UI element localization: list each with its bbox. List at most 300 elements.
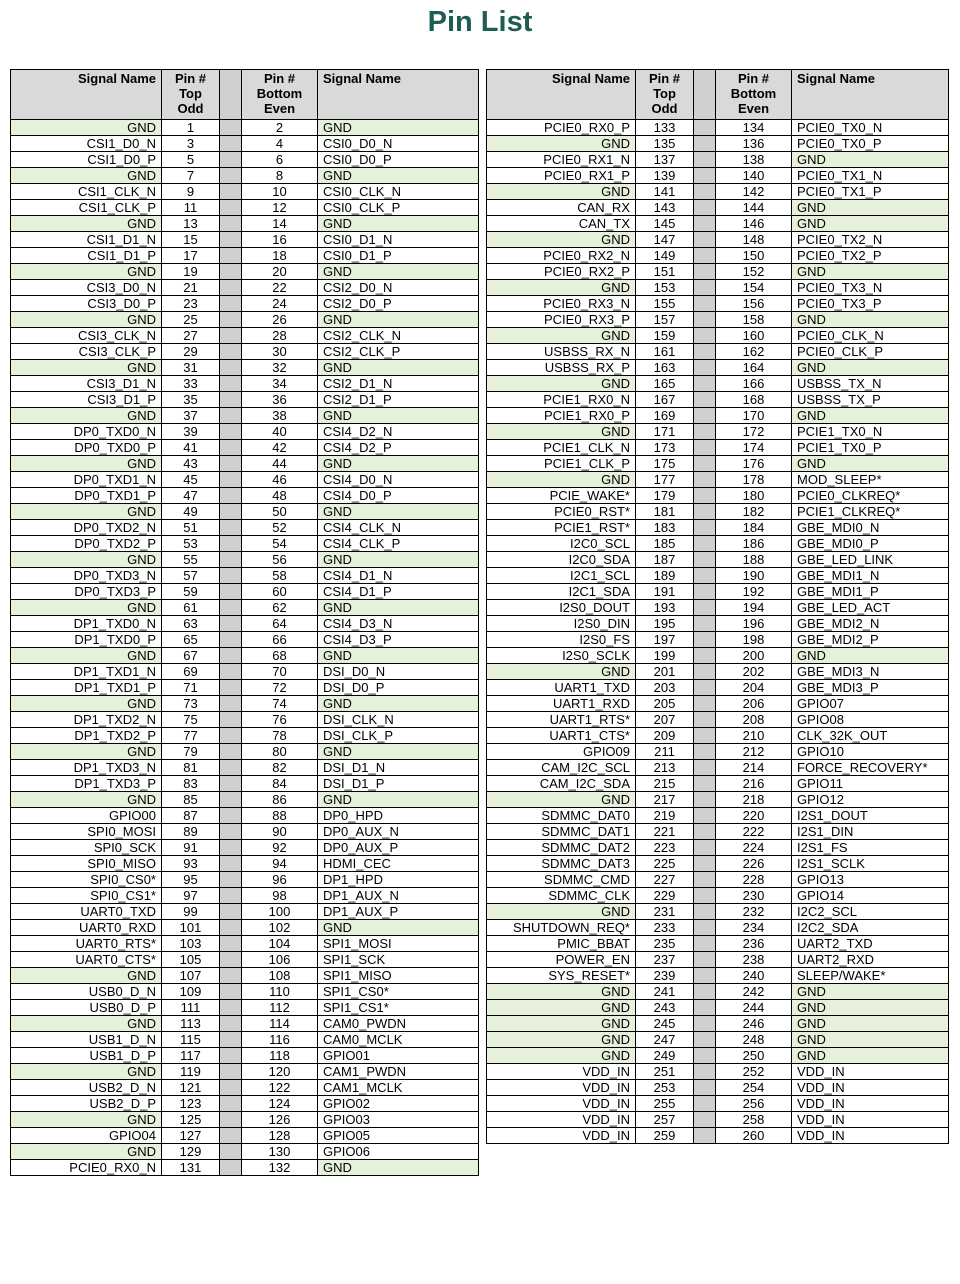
pin-number-bottom: 82: [242, 760, 318, 776]
signal-name-top: CSI3_CLK_N: [11, 328, 162, 344]
signal-name-bottom: DP0_AUX_N: [318, 824, 479, 840]
signal-name-top: USB2_D_P: [11, 1096, 162, 1112]
gap-cell: [220, 936, 242, 952]
pin-number-bottom: 116: [242, 1032, 318, 1048]
header-gap: [220, 70, 242, 120]
signal-name-bottom: GND: [318, 744, 479, 760]
pin-number-top: 21: [162, 280, 220, 296]
pin-number-bottom: 226: [716, 856, 792, 872]
signal-name-bottom: DSI_D1_P: [318, 776, 479, 792]
table-row: [487, 296, 949, 312]
signal-name-bottom: GND: [318, 696, 479, 712]
pin-number-top: 155: [636, 296, 694, 312]
pin-number-bottom: 170: [716, 408, 792, 424]
signal-name-bottom: CAM0_PWDN: [318, 1016, 479, 1032]
pin-number-bottom: 58: [242, 568, 318, 584]
table-row: [487, 776, 949, 792]
signal-name-top: GND: [487, 424, 636, 440]
signal-name-bottom: CSI2_D0_P: [318, 296, 479, 312]
gap-cell: [694, 648, 716, 664]
pin-number-top: 129: [162, 1144, 220, 1160]
pin-number-bottom: 50: [242, 504, 318, 520]
signal-name-bottom: UART2_TXD: [792, 936, 949, 952]
gap-cell: [220, 920, 242, 936]
pin-number-top: 181: [636, 504, 694, 520]
table-row: [487, 392, 949, 408]
table-row: [487, 424, 949, 440]
signal-name-top: GND: [487, 280, 636, 296]
pin-number-bottom: 134: [716, 120, 792, 136]
pin-number-bottom: 12: [242, 200, 318, 216]
header-pin-top: [636, 70, 694, 120]
signal-name-bottom: PCIE0_CLKREQ*: [792, 488, 949, 504]
signal-name-top: GND: [11, 168, 162, 184]
table-row: [11, 584, 479, 600]
signal-name-bottom: GND: [792, 456, 949, 472]
signal-name-bottom: VDD_IN: [792, 1112, 949, 1128]
gap-cell: [220, 568, 242, 584]
table-row: [487, 520, 949, 536]
gap-cell: [220, 296, 242, 312]
pin-number-bottom: 128: [242, 1128, 318, 1144]
gap-cell: [694, 520, 716, 536]
pin-number-bottom: 204: [716, 680, 792, 696]
pin-number-top: 43: [162, 456, 220, 472]
table-row: [11, 376, 479, 392]
pin-table-body: [487, 120, 949, 1144]
table-row: [11, 1032, 479, 1048]
pin-number-top: 119: [162, 1064, 220, 1080]
signal-name-bottom: I2S1_FS: [792, 840, 949, 856]
signal-name-bottom: CSI2_D1_N: [318, 376, 479, 392]
header-pin-top-line1: Pin #: [174, 71, 207, 86]
pin-number-bottom: 76: [242, 712, 318, 728]
signal-name-top: UART1_RXD: [487, 696, 636, 712]
pin-number-bottom: 140: [716, 168, 792, 184]
gap-cell: [694, 840, 716, 856]
gap-cell: [694, 1096, 716, 1112]
table-row: [487, 1048, 949, 1064]
table-row: [11, 872, 479, 888]
pin-number-top: 63: [162, 616, 220, 632]
signal-name-top: VDD_IN: [487, 1080, 636, 1096]
gap-cell: [220, 1016, 242, 1032]
signal-name-top: CAM_I2C_SDA: [487, 776, 636, 792]
pin-number-bottom: 102: [242, 920, 318, 936]
pin-number-bottom: 86: [242, 792, 318, 808]
pin-number-bottom: 238: [716, 952, 792, 968]
pin-number-top: 113: [162, 1016, 220, 1032]
pin-number-top: 139: [636, 168, 694, 184]
signal-name-bottom: PCIE0_TX3_N: [792, 280, 949, 296]
signal-name-top: GND: [487, 904, 636, 920]
pin-number-top: 117: [162, 1048, 220, 1064]
signal-name-bottom: DP1_AUX_P: [318, 904, 479, 920]
pin-number-top: 17: [162, 248, 220, 264]
pin-number-bottom: 108: [242, 968, 318, 984]
signal-name-bottom: CSI0_D1_P: [318, 248, 479, 264]
signal-name-bottom: FORCE_RECOVERY*: [792, 760, 949, 776]
gap-cell: [694, 504, 716, 520]
signal-name-bottom: CAM0_MCLK: [318, 1032, 479, 1048]
pin-number-top: 167: [636, 392, 694, 408]
table-row: [11, 280, 479, 296]
pin-number-top: 13: [162, 216, 220, 232]
pin-number-bottom: 220: [716, 808, 792, 824]
pin-number-top: 33: [162, 376, 220, 392]
pin-number-bottom: 106: [242, 952, 318, 968]
gap-cell: [694, 200, 716, 216]
gap-cell: [694, 888, 716, 904]
signal-name-bottom: GND: [318, 504, 479, 520]
table-row: [487, 1128, 949, 1144]
pin-number-top: 209: [636, 728, 694, 744]
pin-number-bottom: 142: [716, 184, 792, 200]
pin-number-bottom: 66: [242, 632, 318, 648]
gap-cell: [220, 488, 242, 504]
gap-cell: [694, 248, 716, 264]
pin-number-top: 253: [636, 1080, 694, 1096]
pin-number-top: 111: [162, 1000, 220, 1016]
signal-name-bottom: GPIO13: [792, 872, 949, 888]
pin-number-top: 243: [636, 1000, 694, 1016]
signal-name-top: GND: [487, 184, 636, 200]
gap-cell: [694, 680, 716, 696]
pin-number-top: 125: [162, 1112, 220, 1128]
table-row: [487, 536, 949, 552]
pin-number-top: 15: [162, 232, 220, 248]
table-row: [487, 696, 949, 712]
pin-number-top: 163: [636, 360, 694, 376]
pin-number-bottom: 230: [716, 888, 792, 904]
signal-name-bottom: GND: [318, 552, 479, 568]
signal-name-top: DP0_TXD1_N: [11, 472, 162, 488]
pin-number-bottom: 96: [242, 872, 318, 888]
signal-name-top: GND: [11, 744, 162, 760]
signal-name-bottom: CSI2_CLK_P: [318, 344, 479, 360]
gap-cell: [694, 168, 716, 184]
signal-name-bottom: GBE_MDI1_N: [792, 568, 949, 584]
pin-number-bottom: 194: [716, 600, 792, 616]
signal-name-bottom: GBE_LED_ACT: [792, 600, 949, 616]
pin-number-top: 189: [636, 568, 694, 584]
signal-name-top: GND: [487, 1032, 636, 1048]
pin-number-top: 31: [162, 360, 220, 376]
pin-number-bottom: 46: [242, 472, 318, 488]
table-row: [11, 344, 479, 360]
gap-cell: [220, 712, 242, 728]
signal-name-top: PCIE1_RX0_P: [487, 408, 636, 424]
signal-name-bottom: VDD_IN: [792, 1064, 949, 1080]
pin-number-bottom: 224: [716, 840, 792, 856]
signal-name-bottom: CLK_32K_OUT: [792, 728, 949, 744]
signal-name-bottom: GBE_MDI3_P: [792, 680, 949, 696]
signal-name-bottom: GND: [792, 408, 949, 424]
pin-number-top: 5: [162, 152, 220, 168]
pin-number-top: 105: [162, 952, 220, 968]
header-pin-top-line2: Top: [653, 86, 676, 101]
pin-number-top: 47: [162, 488, 220, 504]
pin-number-bottom: 112: [242, 1000, 318, 1016]
gap-cell: [220, 392, 242, 408]
signal-name-top: GND: [487, 984, 636, 1000]
table-row: [487, 616, 949, 632]
pin-number-bottom: 168: [716, 392, 792, 408]
pin-number-bottom: 228: [716, 872, 792, 888]
gap-cell: [220, 552, 242, 568]
table-row: [11, 1080, 479, 1096]
signal-name-bottom: CSI0_D0_N: [318, 136, 479, 152]
signal-name-bottom: GND: [792, 216, 949, 232]
gap-cell: [220, 840, 242, 856]
table-row: [11, 264, 479, 280]
signal-name-bottom: GND: [318, 264, 479, 280]
gap-cell: [220, 136, 242, 152]
signal-name-top: UART0_RTS*: [11, 936, 162, 952]
pin-number-bottom: 32: [242, 360, 318, 376]
pin-number-bottom: 84: [242, 776, 318, 792]
signal-name-bottom: GND: [792, 152, 949, 168]
pin-number-top: 149: [636, 248, 694, 264]
table-row: [487, 712, 949, 728]
table-row: [11, 472, 479, 488]
signal-name-top: GND: [11, 456, 162, 472]
pin-number-top: 147: [636, 232, 694, 248]
gap-cell: [220, 648, 242, 664]
pin-number-top: 201: [636, 664, 694, 680]
header-pin-bottom-line3: Even: [737, 101, 770, 116]
pin-number-top: 159: [636, 328, 694, 344]
table-row: [11, 392, 479, 408]
signal-name-bottom: GND: [792, 360, 949, 376]
table-row: [11, 232, 479, 248]
signal-name-top: PCIE0_RX2_P: [487, 264, 636, 280]
signal-name-bottom: I2S1_SCLK: [792, 856, 949, 872]
pin-number-top: 45: [162, 472, 220, 488]
pin-number-bottom: 184: [716, 520, 792, 536]
gap-cell: [220, 776, 242, 792]
signal-name-bottom: DSI_CLK_P: [318, 728, 479, 744]
pin-number-bottom: 232: [716, 904, 792, 920]
gap-cell: [220, 664, 242, 680]
signal-name-top: PCIE1_CLK_N: [487, 440, 636, 456]
signal-name-bottom: GND: [792, 200, 949, 216]
signal-name-top: I2C0_SDA: [487, 552, 636, 568]
signal-name-top: GND: [487, 376, 636, 392]
table-row: [11, 248, 479, 264]
gap-cell: [220, 120, 242, 136]
signal-name-top: GND: [11, 552, 162, 568]
signal-name-top: I2S0_FS: [487, 632, 636, 648]
signal-name-top: GND: [11, 120, 162, 136]
signal-name-top: GND: [11, 968, 162, 984]
table-row: [487, 728, 949, 744]
signal-name-bottom: GND: [792, 1000, 949, 1016]
pin-number-bottom: 192: [716, 584, 792, 600]
table-row: [487, 1080, 949, 1096]
signal-name-bottom: GND: [792, 1016, 949, 1032]
pin-number-bottom: 36: [242, 392, 318, 408]
signal-name-bottom: DP0_AUX_P: [318, 840, 479, 856]
gap-cell: [694, 856, 716, 872]
signal-name-top: GND: [11, 1016, 162, 1032]
table-row: [487, 872, 949, 888]
gap-cell: [220, 216, 242, 232]
gap-cell: [694, 280, 716, 296]
table-row: [11, 424, 479, 440]
signal-name-top: GND: [487, 1016, 636, 1032]
signal-name-top: CSI1_CLK_P: [11, 200, 162, 216]
pin-number-bottom: 190: [716, 568, 792, 584]
pin-number-top: 115: [162, 1032, 220, 1048]
signal-name-bottom: CSI4_D2_P: [318, 440, 479, 456]
gap-cell: [220, 952, 242, 968]
pin-number-top: 227: [636, 872, 694, 888]
pin-number-bottom: 138: [716, 152, 792, 168]
pin-number-bottom: 54: [242, 536, 318, 552]
table-row: [487, 648, 949, 664]
signal-name-top: SPI0_CS1*: [11, 888, 162, 904]
pin-number-bottom: 80: [242, 744, 318, 760]
gap-cell: [220, 696, 242, 712]
gap-cell: [694, 552, 716, 568]
signal-name-bottom: GPIO12: [792, 792, 949, 808]
pin-number-bottom: 28: [242, 328, 318, 344]
signal-name-top: SDMMC_DAT1: [487, 824, 636, 840]
signal-name-top: DP1_TXD0_P: [11, 632, 162, 648]
pin-number-top: 245: [636, 1016, 694, 1032]
pin-number-bottom: 100: [242, 904, 318, 920]
signal-name-bottom: GND: [792, 312, 949, 328]
pin-number-top: 95: [162, 872, 220, 888]
table-row: [487, 136, 949, 152]
table-row: [11, 600, 479, 616]
signal-name-bottom: SLEEP/WAKE*: [792, 968, 949, 984]
header-pin-bottom-line1: Pin #: [737, 71, 770, 86]
table-row: [487, 344, 949, 360]
signal-name-bottom: DP1_AUX_N: [318, 888, 479, 904]
signal-name-top: PCIE0_RST*: [487, 504, 636, 520]
signal-name-top: PCIE0_RX3_P: [487, 312, 636, 328]
pin-number-top: 219: [636, 808, 694, 824]
signal-name-top: PCIE0_RX2_N: [487, 248, 636, 264]
gap-cell: [220, 232, 242, 248]
header-signal-name-bottom: Signal Name: [318, 70, 479, 120]
gap-cell: [220, 1128, 242, 1144]
signal-name-bottom: CSI2_CLK_N: [318, 328, 479, 344]
pin-number-top: 239: [636, 968, 694, 984]
table-row: [11, 760, 479, 776]
signal-name-top: CSI1_D0_P: [11, 152, 162, 168]
signal-name-bottom: CSI4_D2_N: [318, 424, 479, 440]
signal-name-bottom: GPIO06: [318, 1144, 479, 1160]
pin-number-bottom: 122: [242, 1080, 318, 1096]
signal-name-bottom: VDD_IN: [792, 1128, 949, 1144]
signal-name-top: SDMMC_DAT0: [487, 808, 636, 824]
gap-cell: [220, 376, 242, 392]
pin-number-top: 199: [636, 648, 694, 664]
signal-name-top: GND: [11, 1144, 162, 1160]
gap-cell: [220, 152, 242, 168]
pin-number-top: 59: [162, 584, 220, 600]
pin-number-bottom: 178: [716, 472, 792, 488]
signal-name-bottom: GND: [318, 1160, 479, 1176]
signal-name-top: PCIE1_RST*: [487, 520, 636, 536]
signal-name-bottom: USBSS_TX_P: [792, 392, 949, 408]
table-row: [487, 248, 949, 264]
signal-name-bottom: PCIE0_TX1_N: [792, 168, 949, 184]
gap-cell: [694, 792, 716, 808]
pin-number-top: 7: [162, 168, 220, 184]
table-row: [11, 840, 479, 856]
gap-cell: [694, 632, 716, 648]
pin-number-bottom: 212: [716, 744, 792, 760]
signal-name-bottom: DSI_CLK_N: [318, 712, 479, 728]
signal-name-top: USBSS_RX_P: [487, 360, 636, 376]
header-pin-bottom-line1: Pin #: [263, 71, 296, 86]
pin-number-bottom: 234: [716, 920, 792, 936]
pin-number-bottom: 202: [716, 664, 792, 680]
signal-name-bottom: CSI4_D1_P: [318, 584, 479, 600]
table-row: [11, 664, 479, 680]
table-row: [11, 744, 479, 760]
table-row: [11, 968, 479, 984]
pin-number-bottom: 30: [242, 344, 318, 360]
pin-number-top: 23: [162, 296, 220, 312]
gap-cell: [694, 616, 716, 632]
pin-number-top: 75: [162, 712, 220, 728]
gap-cell: [694, 824, 716, 840]
pin-number-bottom: 218: [716, 792, 792, 808]
gap-cell: [694, 456, 716, 472]
signal-name-top: CSI3_D1_P: [11, 392, 162, 408]
pin-number-bottom: 74: [242, 696, 318, 712]
table-row: [487, 1016, 949, 1032]
pin-number-bottom: 246: [716, 1016, 792, 1032]
table-row: [487, 200, 949, 216]
gap-cell: [694, 136, 716, 152]
signal-name-bottom: VDD_IN: [792, 1080, 949, 1096]
pin-number-top: 175: [636, 456, 694, 472]
table-row: [487, 936, 949, 952]
signal-name-top: I2S0_SCLK: [487, 648, 636, 664]
pin-number-top: 161: [636, 344, 694, 360]
gap-cell: [220, 520, 242, 536]
pin-number-top: 247: [636, 1032, 694, 1048]
pin-number-top: 83: [162, 776, 220, 792]
signal-name-top: GND: [487, 1000, 636, 1016]
signal-name-top: USB2_D_N: [11, 1080, 162, 1096]
signal-name-bottom: I2S1_DIN: [792, 824, 949, 840]
gap-cell: [694, 952, 716, 968]
gap-cell: [694, 440, 716, 456]
signal-name-bottom: CSI4_D3_P: [318, 632, 479, 648]
signal-name-bottom: GND: [318, 312, 479, 328]
pin-number-bottom: 160: [716, 328, 792, 344]
gap-cell: [220, 440, 242, 456]
pin-number-top: 165: [636, 376, 694, 392]
pin-number-bottom: 258: [716, 1112, 792, 1128]
pin-number-bottom: 256: [716, 1096, 792, 1112]
table-row: [11, 952, 479, 968]
pin-number-bottom: 210: [716, 728, 792, 744]
gap-cell: [220, 888, 242, 904]
pin-number-bottom: 40: [242, 424, 318, 440]
pin-number-top: 171: [636, 424, 694, 440]
pin-number-bottom: 130: [242, 1144, 318, 1160]
pin-number-top: 3: [162, 136, 220, 152]
gap-cell: [694, 1128, 716, 1144]
